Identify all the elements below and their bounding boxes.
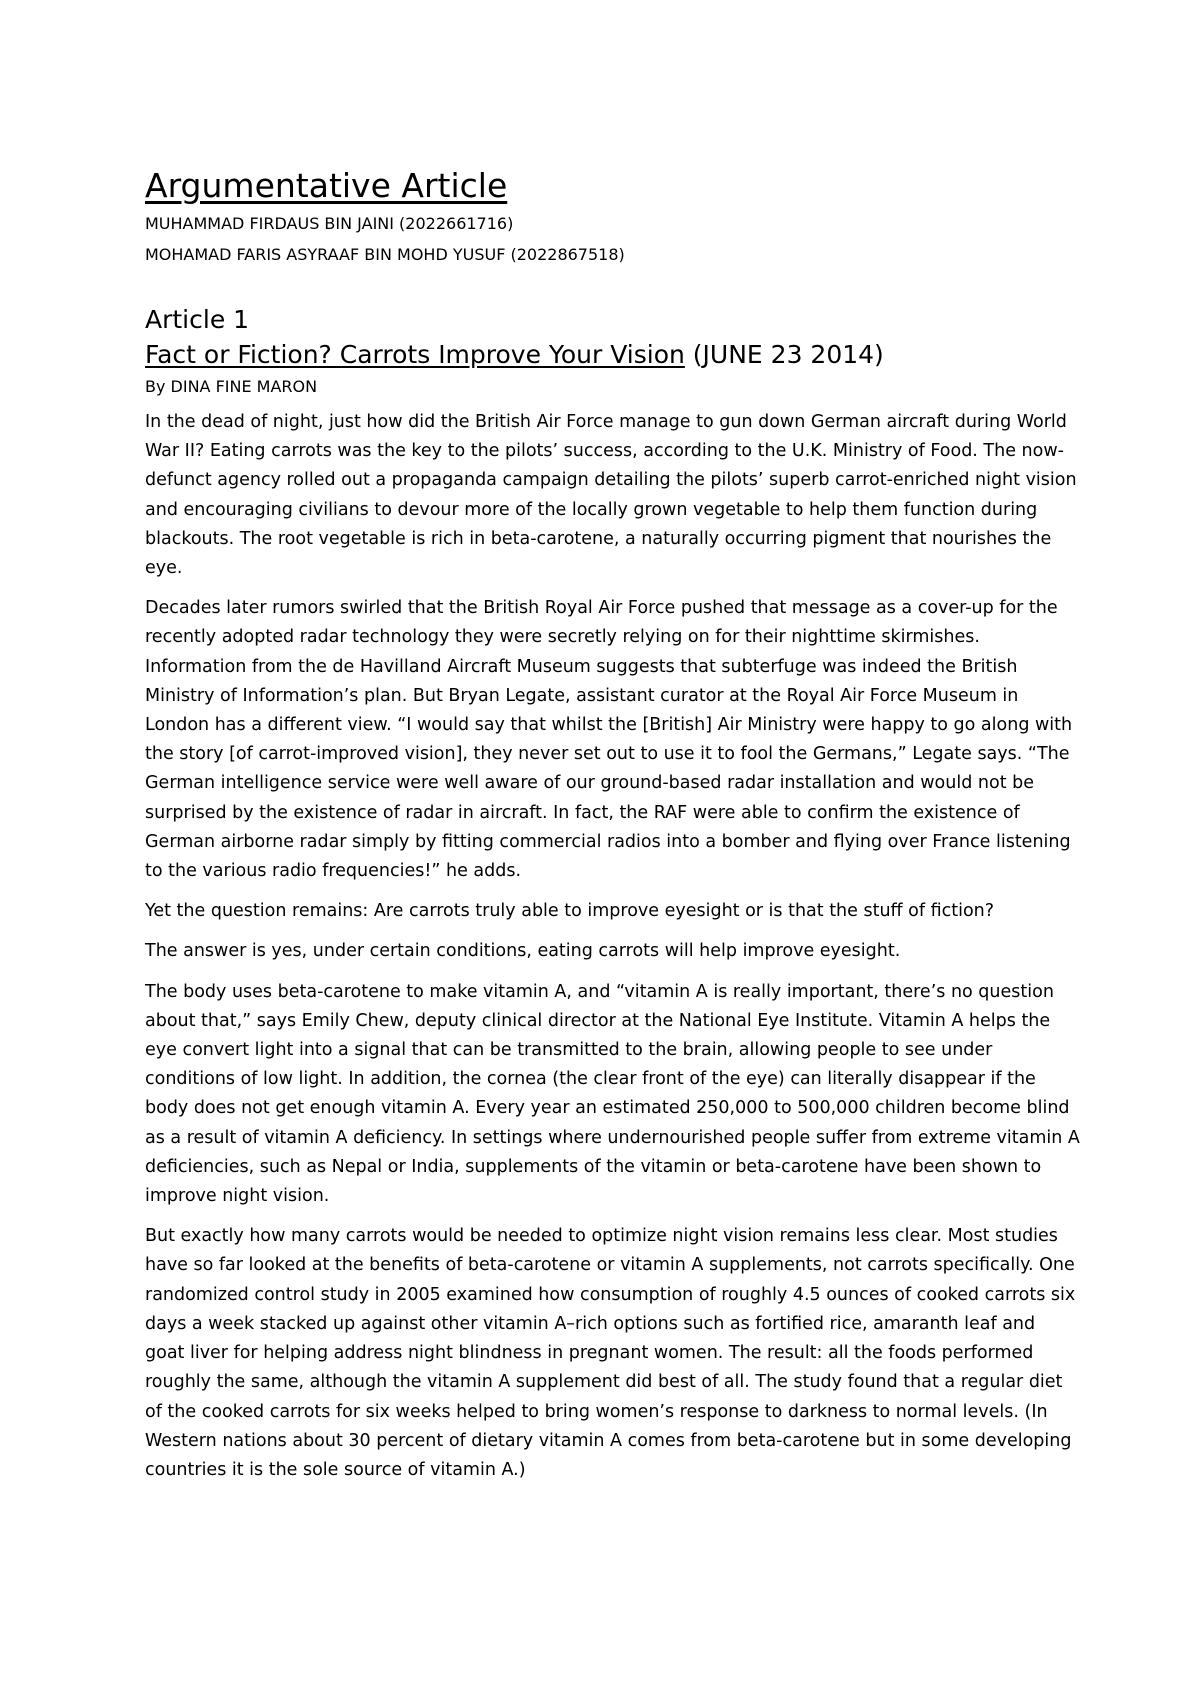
- document-title: Argumentative Article: [145, 166, 508, 205]
- body-paragraph: In the dead of night, just how did the British Air Force manage to gun down German aircraft during World War II? Eating carrots was the key to the pilots’ success, according to the U.K. Ministry of Food. The now-defunct agency rolled out a propaganda campaign detailing the pilots’ superb carrot-enriched night vision and encouraging civilians to devour more of the locally grown vegetable to help them function during blackouts. The root vegetable is rich in beta-carotene, a naturally occurring pigment that nourishes the eye.: [145, 412, 1077, 579]
- article-title-link[interactable]: Fact or Fiction? Carrots Improve Your Vision: [145, 340, 685, 369]
- article-heading: Article 1: [145, 305, 250, 334]
- body-paragraph: Yet the question remains: Are carrots truly able to improve eyesight or is that the stuff of fiction?: [145, 901, 995, 922]
- body-paragraph: The body uses beta-carotene to make vitamin A, and “vitamin A is really important, there’s no question about that,” says Emily Chew, deputy clinical director at the National Eye Institute. Vitamin A helps the eye convert light into a signal that can be transmitted to the brain, allowing people to see under conditions of low light. In addition, the cornea (the clear front of the eye) can literally disappear if the body does not get enough vitamin A. Every year an estimated 250,000 to 500,000 children become blind as a result of vitamin A deficiency. In settings where undernourished people suffer from extreme vitamin A deficiencies, such as Nepal or India, supplements of the vitamin or beta-carotene have been shown to improve night vision.: [145, 981, 1080, 1207]
- document-page: [145, 166, 1080, 1496]
- article-byline: By DINA FINE MARON: [145, 377, 318, 396]
- article-subtitle: [145, 337, 1080, 372]
- article-date: (JUNE 23 2014): [684, 340, 884, 369]
- author-line: MUHAMMAD FIRDAUS BIN JAINI (2022661716): [145, 214, 514, 233]
- author-list: [145, 208, 1080, 270]
- author-line: MOHAMAD FARIS ASYRAAF BIN MOHD YUSUF (2022867518): [145, 245, 625, 264]
- body-paragraph: Decades later rumors swirled that the British Royal Air Force pushed that message as a cover-up for the recently adopted radar technology they were secretly relying on for their nighttime skirmishes. Information from the de Havilland Aircraft Museum suggests that subterfuge was indeed the British Ministry of Information’s plan. But Bryan Legate, assistant curator at the Royal Air Force Museum in London has a different view. “I would say that whilst the [British] Air Ministry were happy to go along with the story [of carrot-improved vision], they never set out to use it to fool the Germans,” Legate says. “The German intelligence service were well aware of our ground-based radar installation and would not be surprised by the existence of radar in aircraft. In fact, the RAF were able to confirm the existence of German airborne radar simply by fitting commercial radios into a bomber and flying over France listening to the various radio frequencies!” he adds.: [145, 598, 1073, 882]
- body-paragraph: The answer is yes, under certain conditions, eating carrots will help improve eyesight.: [145, 941, 901, 962]
- body-paragraph: But exactly how many carrots would be needed to optimize night vision remains less clear. Most studies have so far looked at the benefits of beta-carotene or vitamin A supplements, not carrots specifically. One randomized control study in 2005 examined how consumption of roughly 4.5 ounces of cooked carrots six days a week stacked up against other vitamin A–rich options such as fortified rice, amaranth leaf and goat liver for helping address night blindness in pregnant women. The result: all the foods performed roughly the same, although the vitamin A supplement did best of all. The study found that a regular diet of the cooked carrots for six weeks helped to bring women’s response to darkness to normal levels. (In Western nations about 30 percent of dietary vitamin A comes from beta-carotene but in some developing countries it is the sole source of vitamin A.): [145, 1226, 1076, 1480]
